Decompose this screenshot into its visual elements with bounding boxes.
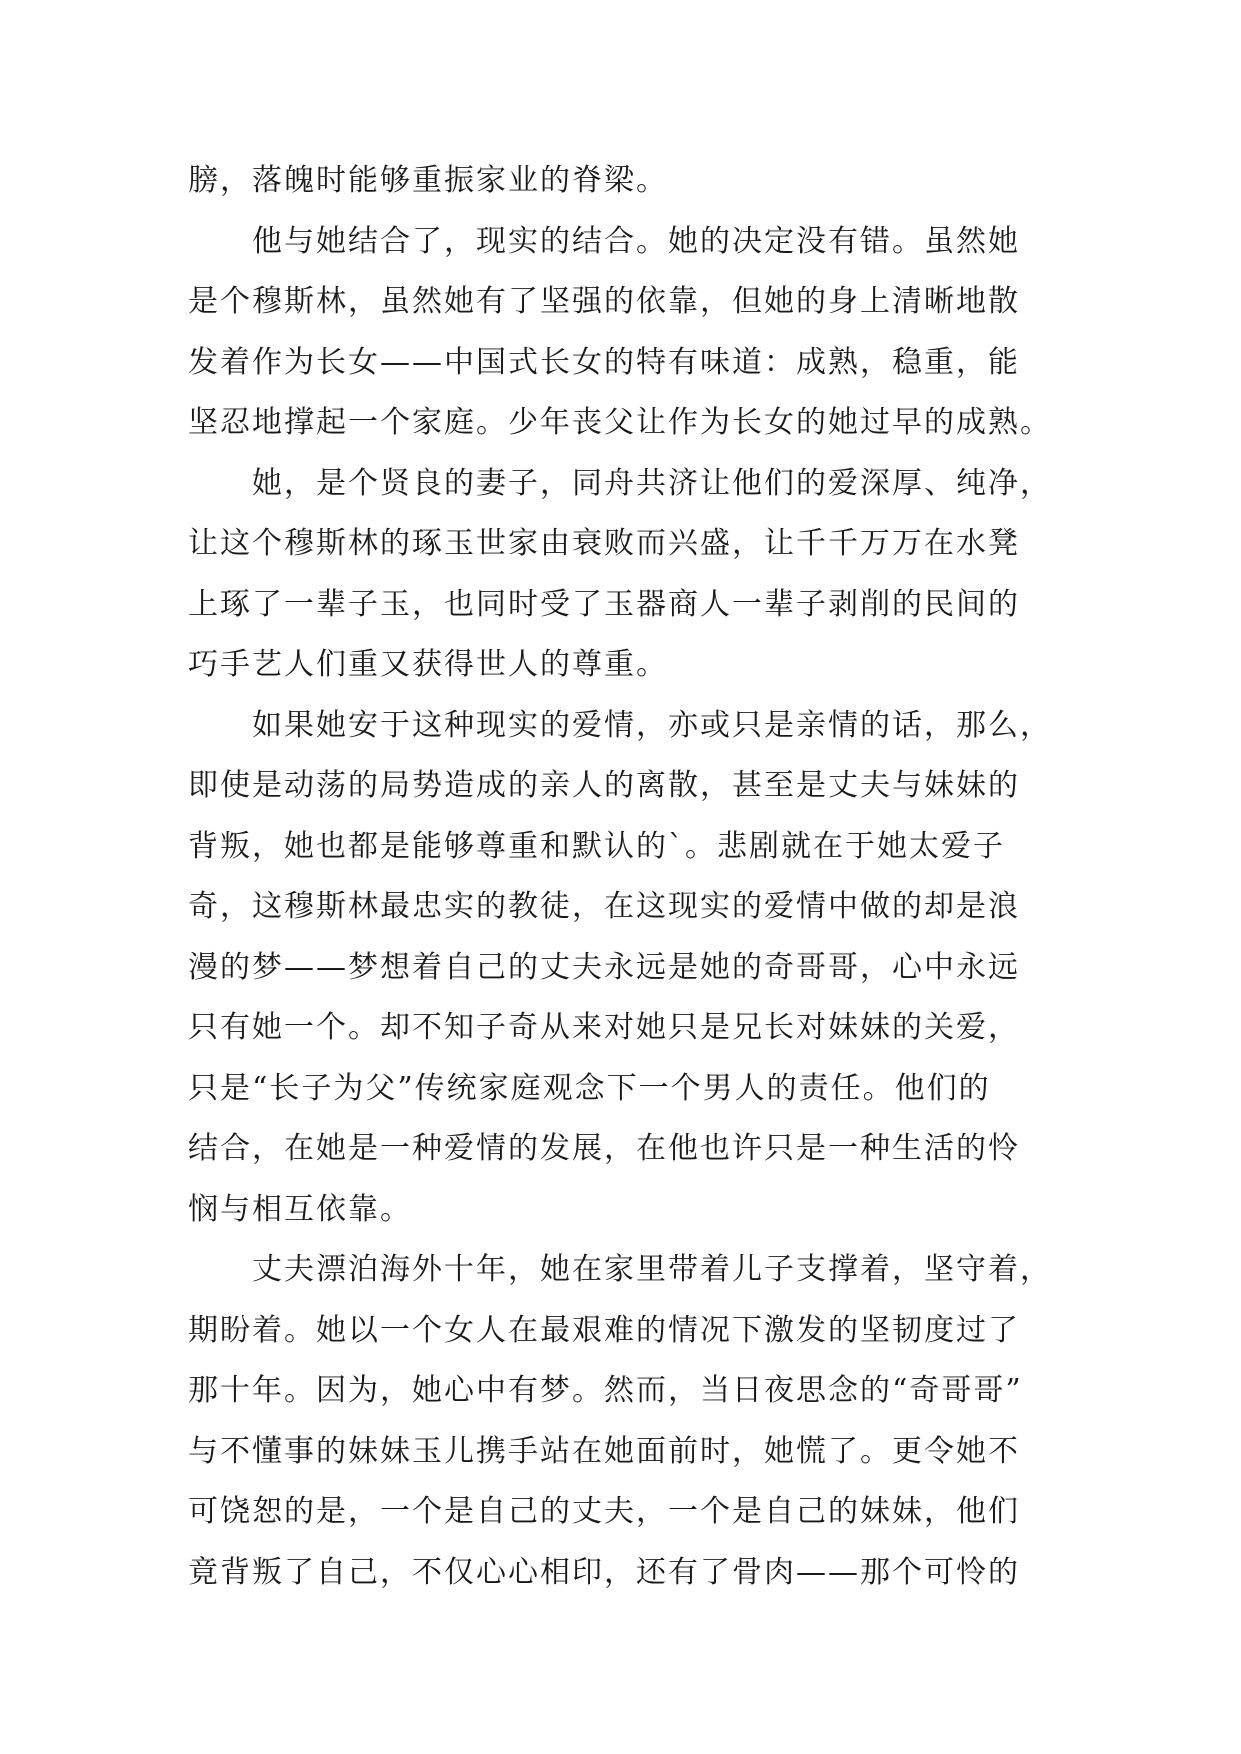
text-line: 那十年。因为，她心中有梦。然而，当日夜思念的“奇哥哥” <box>188 1373 1023 1408</box>
text-line: 膀，落魄时能够重振家业的脊梁。 <box>188 163 668 198</box>
document-body <box>188 162 1052 1614</box>
text-line: 她，是个贤良的妻子，同舟共济让他们的爱深厚、纯净， <box>252 465 1052 501</box>
text-line: 让这个穆斯林的琢玉世家由衰败而兴盛，让千千万万在水凳 <box>188 526 1020 561</box>
text-line: 背叛，她也都是能够尊重和默认的`。悲剧就在于她太爱子 <box>188 828 1005 864</box>
paragraph-4 <box>188 707 1052 1252</box>
text-line: 发着作为长女——中国式长女的特有味道：成熟，稳重，能 <box>188 344 1020 380</box>
paragraph-2 <box>188 223 1052 465</box>
text-line: 期盼着。她以一个女人在最艰难的情况下激发的坚韧度过了 <box>188 1312 1020 1348</box>
text-line: 悯与相互依靠。 <box>188 1191 412 1227</box>
paragraph-5 <box>188 1251 1052 1614</box>
text-line: 巧手艺人们重又获得世人的尊重。 <box>188 647 668 682</box>
text-line: 坚忍地撑起一个家庭。少年丧父让作为长女的她过早的成熟。 <box>188 405 1052 440</box>
text-line: 上琢了一辈子玉，也同时受了玉器商人一辈子剥削的民间的 <box>188 586 1020 622</box>
text-line: 丈夫漂泊海外十年，她在家里带着儿子支撑着，坚守着， <box>252 1252 1052 1287</box>
text-line: 奇，这穆斯林最忠实的教徒，在这现实的爱情中做的却是浪 <box>188 889 1020 924</box>
text-line: 他与她结合了，现实的结合。她的决定没有错。虽然她 <box>252 223 1020 259</box>
paragraph-1 <box>188 162 1052 223</box>
text-line: 只是“长子为父”传统家庭观念下一个男人的责任。他们的 <box>188 1070 991 1106</box>
text-line: 漫的梦——梦想着自己的丈夫永远是她的奇哥哥，心中永远 <box>188 949 1020 985</box>
text-line: 可饶恕的是，一个是自己的丈夫，一个是自己的妹妹，他们 <box>188 1494 1020 1529</box>
text-line: 与不懂事的妹妹玉儿携手站在她面前时，她慌了。更令她不 <box>188 1433 1020 1469</box>
text-line: 即使是动荡的局势造成的亲人的离散，甚至是丈夫与妹妹的 <box>188 768 1020 803</box>
text-line: 如果她安于这种现实的爱情，亦或只是亲情的话，那么， <box>252 707 1052 743</box>
text-line: 结合，在她是一种爱情的发展，在他也许只是一种生活的怜 <box>188 1131 1020 1166</box>
text-line: 是个穆斯林，虽然她有了坚强的依靠，但她的身上清晰地散 <box>188 284 1020 319</box>
text-line: 竟背叛了自己，不仅心心相印，还有了骨肉——那个可怜的 <box>188 1554 1020 1590</box>
paragraph-3 <box>188 465 1052 707</box>
text-line: 只有她一个。却不知子奇从来对她只是兄长对妹妹的关爱， <box>188 1010 1020 1045</box>
